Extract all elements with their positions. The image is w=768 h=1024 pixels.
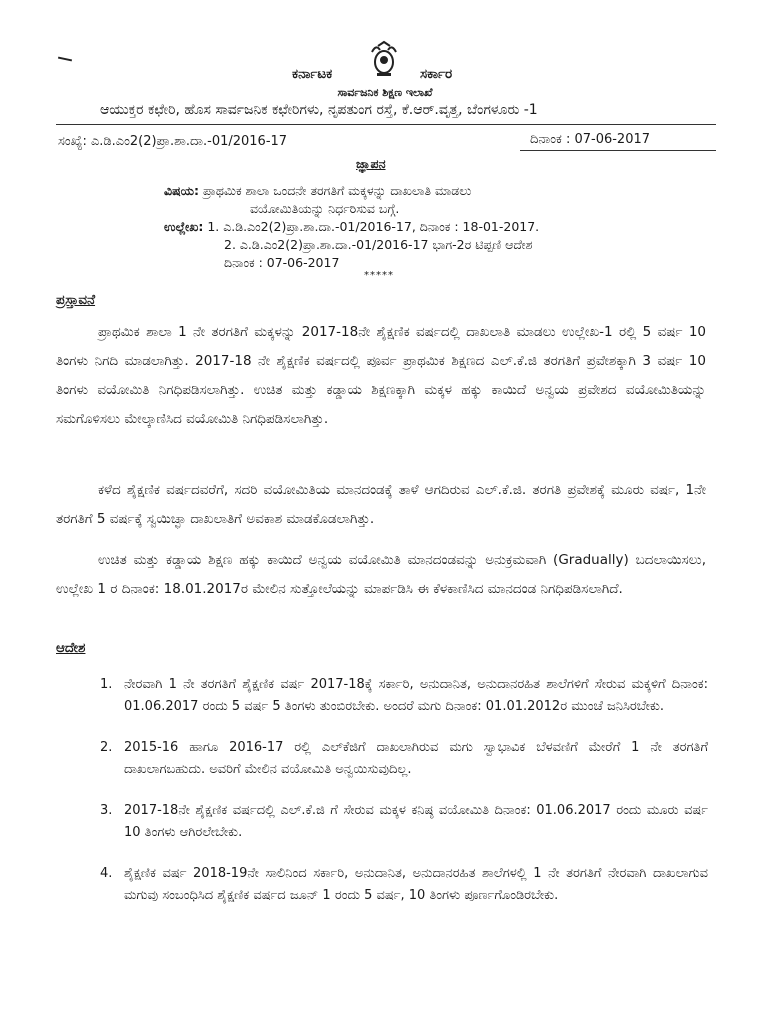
order-item xyxy=(100,737,708,781)
header-divider xyxy=(56,124,716,125)
order-list xyxy=(100,674,708,926)
order-item-text: 2015-16 ಹಾಗೂ 2016-17 ರಲ್ಲಿ ಎಲ್‌ಕೆಜಿಗೆ ದಾಖಲಾಗಿರುವ ಮಗು ಸ್ವಾಭಾವಿಕ ಬೆಳವಣಿಗೆ ಮೇರೆಗೆ 1 ನೇ ತರಗತಿಗೆ ದಾಖಲಾಗಬಹುದು. ಅವರಿಗೆ ಮೇಲಿನ ವಯೋಮಿತಿ ಅನ್ವಯಿಸುವುದಿಲ್ಲ. xyxy=(124,740,708,777)
order-item xyxy=(100,674,708,718)
preamble-paragraph-3 xyxy=(56,546,706,604)
preamble-p3-text: ಉಚಿತ ಮತ್ತು ಕಡ್ಡಾಯ ಶಿಕ್ಷಣ ಹಕ್ಕು ಕಾಯಿದೆ ಅನ್ವಯ ವಯೋಮಿತಿ ಮಾನದಂಡವನ್ನು ಅನುಕ್ರಮವಾಗಿ (Gradually) ಬದಲಾಯಿಸಲು, ಉಲ್ಲೇಖ 1 ರ ದಿನಾಂಕ: 18.01.2017ರ ಮೇಲಿನ ಸುತ್ತೋಲೆಯನ್ನು ಮಾರ್ಪಡಿಸಿ ಈ ಕೆಳಕಾಣಿಸಿದ ಮಾನದಂಡ ನಿಗಧಿಪಡಿಸಲಾಗಿದೆ. xyxy=(56,552,706,597)
preamble-p1-text: ಪ್ರಾಥಮಿಕ ಶಾಲಾ 1 ನೇ ತರಗತಿಗೆ ಮಕ್ಕಳನ್ನು 2017-18ನೇ ಶೈಕ್ಷಣಿಕ ವರ್ಷದಲ್ಲಿ ದಾಖಲಾತಿ ಮಾಡಲು ಉಲ್ಲೇಖ-1 ರಲ್ಲಿ 5 ವರ್ಷ 10 ತಿಂಗಳು ನಿಗದಿ ಮಾಡಲಾಗಿತ್ತು. 2017-18 ನೇ ಶೈಕ್ಷಣಿಕ ವರ್ಷದಲ್ಲಿ ಪೂರ್ವ ಪ್ರಾಥಮಿಕ ಶಿಕ್ಷಣದ ಎಲ್.ಕೆ.ಜಿ ತರಗತಿಗೆ ಪ್ರವೇಶಕ್ಕಾಗಿ 3 ವರ್ಷ 10 ತಿಂಗಳು ವಯೋಮಿತಿ ನಿಗಧಿಪಡಿಸಲಾಗಿತ್ತು. ಉಚಿತ ಮತ್ತು ಕಡ್ಡಾಯ ಶಿಕ್ಷಣಕ್ಕಾಗಿ ಮಕ್ಕಳ ಹಕ್ಕು ಕಾಯಿದೆ ಅನ್ವಯ ಪ್ರವೇಶದ ವಯೋಮಿತಿಯನ್ನು ಸಮಗೊಳಿಸಲು ಮೇಲ್ಕಾಣಿಸಿದ ವಯೋಮಿತಿ ನಿಗಧಿಪಡಿಸಲಾಗಿತ್ತು. xyxy=(56,324,706,427)
order-item-number: 1. xyxy=(100,677,113,692)
reference-1: 1. ಎ.ಡಿ.ಎಂ2(2)ಪ್ರಾ.ಶಾ.ದಾ.-01/2016-17, ದಿನಾಂಕ : 18-01-2017. xyxy=(207,219,540,234)
preamble-p2-text: ಕಳೆದ ಶೈಕ್ಷಣಿಕ ವರ್ಷದವರೆಗೆ, ಸದರಿ ವಯೋಮಿತಿಯ ಮಾನದಂಡಕ್ಕೆ ತಾಳೆ ಆಗದಿರುವ ಎಲ್.ಕೆ.ಜಿ. ತರಗತಿ ಪ್ರವೇಶಕ್ಕೆ ಮೂರು ವರ್ಷ, 1ನೇ ತರಗತಿಗೆ 5 ವರ್ಷಕ್ಕೆ ಸ್ವಯಿಚ್ಛಾ ದಾಖಲಾತಿಗೆ ಅವಕಾಶ ಮಾಡಕೊಡಲಾಗಿತ್ತು. xyxy=(56,482,706,527)
date-underline xyxy=(520,150,716,151)
subject-line-2: ವಯೋಮಿತಿಯನ್ನು ನಿರ್ಧರಿಸುವ ಬಗ್ಗೆ. xyxy=(250,201,400,216)
preamble-heading: ಪ್ರಸ್ತಾವನೆ xyxy=(56,292,96,308)
order-item-number: 4. xyxy=(100,866,113,881)
subject-line-1: ಪ್ರಾಥಮಿಕ ಶಾಲಾ ಒಂದನೇ ತರಗತಿಗೆ ಮಕ್ಕಳನ್ನು ದಾಖಲಾತಿ ಮಾಡಲು xyxy=(202,183,472,198)
stray-pen-mark xyxy=(58,57,72,62)
separator-stars: ***** xyxy=(364,270,394,281)
order-item xyxy=(100,863,708,907)
reference-2-date: ದಿನಾಂಕ : 07-06-2017 xyxy=(224,255,340,270)
preamble-paragraph-1 xyxy=(56,318,706,434)
header-department: ಸಾರ್ವಜನಿಕ ಶಿಕ್ಷಣ ಇಲಾಖೆ xyxy=(337,86,433,99)
order-item-text: ಶೈಕ್ಷಣಿಕ ವರ್ಷ 2018-19ನೇ ಸಾಲಿನಿಂದ ಸರ್ಕಾರಿ, ಅನುದಾನಿತ, ಅನುದಾನರಹಿತ ಶಾಲೆಗಳಲ್ಲಿ 1 ನೇ ತರಗತಿಗೆ ನೇರವಾಗಿ ದಾಖಲಾಗುವ ಮಗುವು ಸಂಬಂಧಿಸಿದ ಶೈಕ್ಷಣಿಕ ವರ್ಷದ ಜೂನ್ 1 ರಂದು 5 ವರ್ಷ, 10 ತಿಂಗಳು ಪೂರ್ಣಗೊಂಡಿರಬೇಕು. xyxy=(124,866,708,903)
order-item-text: 2017-18ನೇ ಶೈಕ್ಷಣಿಕ ವರ್ಷದಲ್ಲಿ ಎಲ್.ಕೆ.ಜಿ ಗೆ ಸೇರುವ ಮಕ್ಕಳ ಕನಿಷ್ಠ ವಯೋಮಿತಿ ದಿನಾಂಕ: 01.06.2017 ರಂದು ಮೂರು ವರ್ಷ 10 ತಿಂಗಳು ಆಗಿರಲೇಬೇಕು. xyxy=(124,803,708,840)
order-item-number: 3. xyxy=(100,803,113,818)
notice-title: ಜ್ಞಾಪನ xyxy=(356,156,386,171)
state-emblem-icon xyxy=(364,40,404,80)
header-address: ಆಯುಕ್ತರ ಕಛೇರಿ, ಹೊಸ ಸಾರ್ವಜನಿಕ ಕಛೇರಿಗಳು, ನೃಪತುಂಗ ರಸ್ತೆ, ಕೆ.ಆರ್.ವೃತ್ತ, ಬೆಂಗಳೂರು -1 xyxy=(100,102,538,118)
reference-label: ಉಲ್ಲೇಖ: xyxy=(164,219,204,234)
header-state-right: ಸರ್ಕಾರ xyxy=(420,66,453,82)
subject-label: ವಿಷಯ: xyxy=(164,183,199,198)
header-state-left: ಕರ್ನಾಟಕ xyxy=(292,66,333,82)
subject-block xyxy=(164,182,539,272)
order-item-text: ನೇರವಾಗಿ 1 ನೇ ತರಗತಿಗೆ ಶೈಕ್ಷಣಿಕ ವರ್ಷ 2017-18ಕ್ಕೆ ಸರ್ಕಾರಿ, ಅನುದಾನಿತ, ಅನುದಾನರಹಿತ ಶಾಲೆಗಳಿಗೆ ಸೇರುವ ಮಕ್ಕಳಿಗೆ ದಿನಾಂಕ: 01.06.2017 ರಂದು 5 ವರ್ಷ 5 ತಿಂಗಳು ತುಂಬಿರಬೇಕು. ಅಂದರೆ ಮಗು ದಿನಾಂಕ: 01.01.2012ರ ಮುಂಚೆ ಜನಿಸಿರಬೇಕು. xyxy=(124,677,708,714)
order-item xyxy=(100,800,708,844)
order-heading: ಆದೇಶ xyxy=(56,640,86,656)
order-item-number: 2. xyxy=(100,740,113,755)
reference-number: ಸಂಖ್ಯೆ: ಎ.ಡಿ.ಎಂ2(2)ಪ್ರಾ.ಶಾ.ದಾ.-01/2016-17 xyxy=(58,134,288,149)
reference-2: 2. ಎ.ಡಿ.ಎಂ2(2)ಪ್ರಾ.ಶಾ.ದಾ.-01/2016-17 ಭಾಗ-2ರ ಟಿಪ್ಪಣಿ ಆದೇಶ xyxy=(224,237,533,252)
reference-date: ದಿನಾಂಕ : 07-06-2017 xyxy=(530,132,651,147)
preamble-paragraph-2 xyxy=(56,476,706,534)
